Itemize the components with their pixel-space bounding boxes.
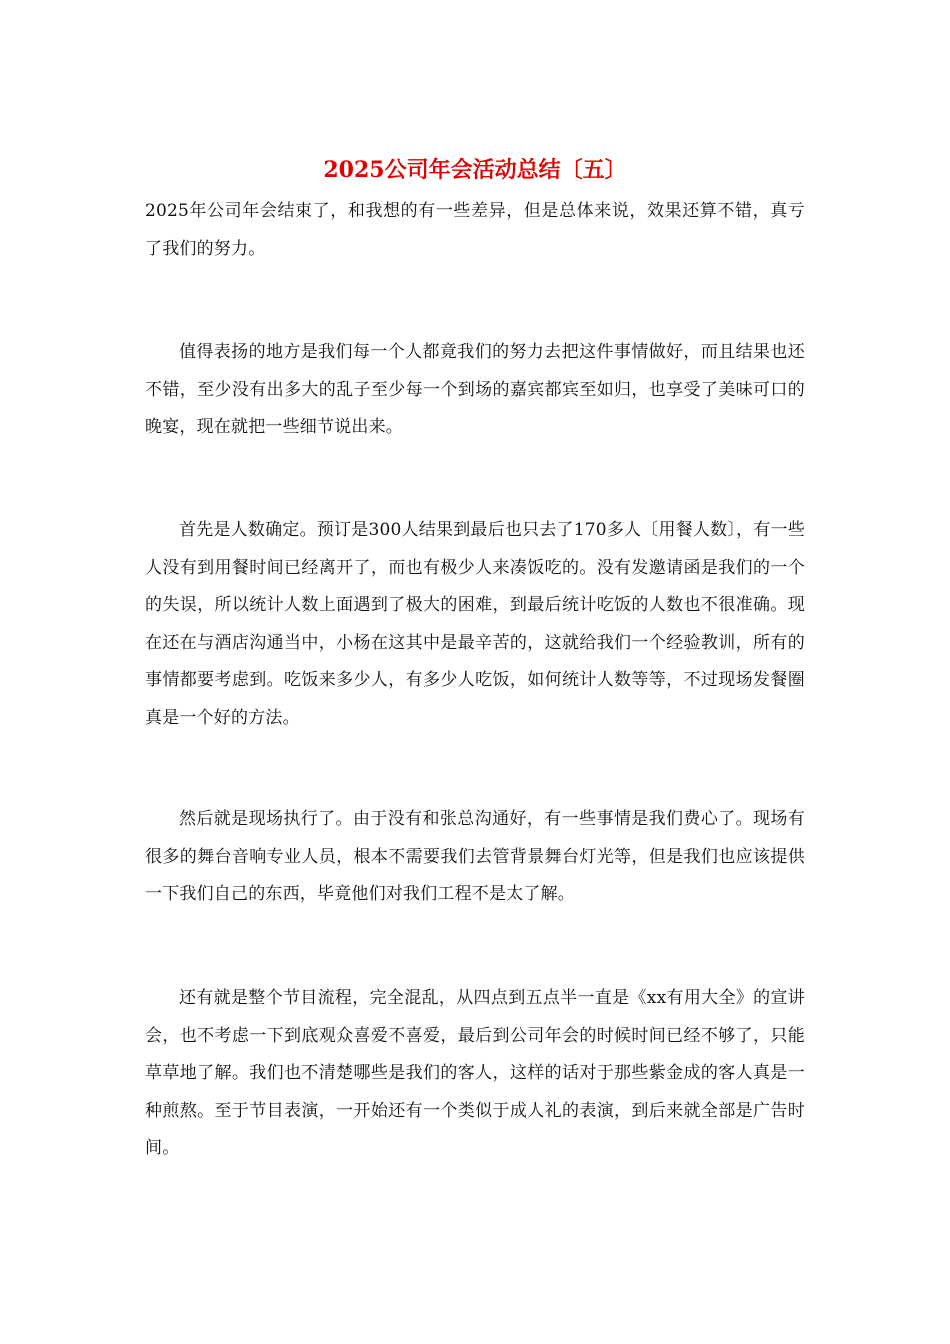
paragraph-execution: 然后就是现场执行了。由于没有和张总沟通好，有一些事情是我们费心了。现场有很多的舞台音响专业人员，根本不需要我们去管背景舞台灯光等，但是我们也应该提供一下我们自己的东西，毕竟他们对我们工程不是太了解。 (145, 809, 805, 904)
document-title: 2025公司年会活动总结〔五〕 (323, 157, 627, 183)
paragraph-headcount: 首先是人数确定。预订是300人结果到最后也只去了170多人〔用餐人数〕，有一些人没有到用餐时间已经离开了，而也有极少人来凑饭吃的。没有发邀请函是我们的一个的失误，所以统计人数上面遇到了极大的困难，到最后统计吃饭的人数也不很准确。现在还在与酒店沟通当中，小杨在这其中是最辛苦的，这就给我们一个经验教训，所有的事情都要考虑到。吃饭来多少人，有多少人吃饭，如何统计人数等等，不过现场发餐圈真是一个好的方法。 (145, 520, 805, 728)
paragraph-praise: 值得表扬的地方是我们每一个人都竟我们的努力去把这件事情做好，而且结果也还不错，至少没有出多大的乱子至少每一个到场的嘉宾都宾至如归，也享受了美味可口的晚宴，现在就把一些细节说出来。 (145, 342, 805, 437)
paragraph-intro: 2025年公司年会结束了，和我想的有一些差异，但是总体来说，效果还算不错，真亏了我们的努力。 (145, 201, 805, 259)
paragraph-program-flow: 还有就是整个节目流程，完全混乱，从四点到五点半一直是《xx有用大全》的宣讲会，也不考虑一下到底观众喜爱不喜爱，最后到公司年会的时候时间已经不够了，只能草草地了解。我们也不清楚哪些是我们的客人，这样的话对于那些紫金成的客人真是一种煎熬。至于节目表演，一开始还有一个类似于成人礼的表演，到后来就全部是广告时间。 (145, 988, 805, 1158)
